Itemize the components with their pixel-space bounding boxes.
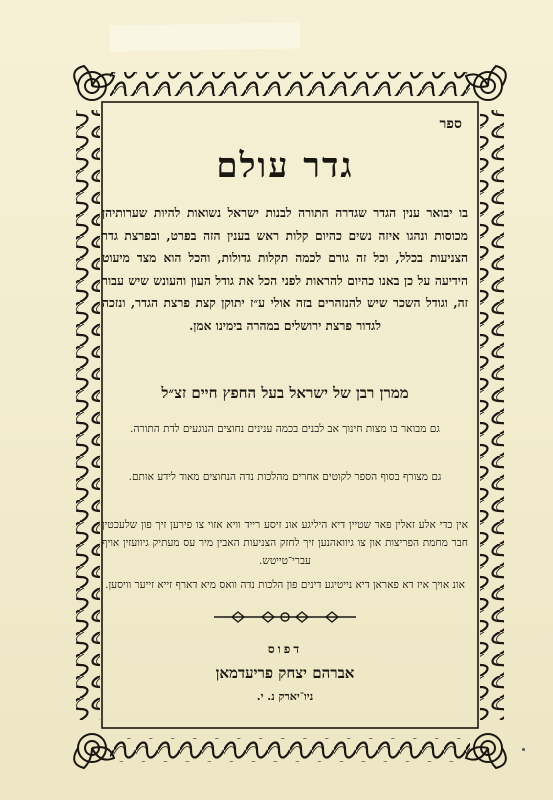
yiddish-paragraphs bbox=[102, 516, 468, 594]
publication-city: ניו־יארק נ. י. bbox=[256, 690, 314, 703]
sefer-label: ספר bbox=[439, 116, 462, 132]
speck bbox=[522, 748, 525, 751]
book-title: גדר עולם bbox=[216, 146, 354, 186]
note-appendix: גם מצורף בסוף הספר לקוטים אחרים מהלכות נדה הנחוצים מאוד לידע אותם. bbox=[128, 471, 442, 483]
yiddish-paragraph-1: אין כדי אלע זאלין פאר שטיין דיא היליגע אונ זיסע רייד וויא אזוי צו פירען זיך פון שלעכטין חבר מחמת הפריצות און צו גיוואהנען זיך לחזק הצניעות האבין מיר עס מעתיק גיוועזין אויף עברי־טייטש. bbox=[102, 519, 468, 567]
publisher-name: אברהם יצחק פריעדמאן bbox=[215, 664, 355, 682]
description-paragraph: בו יבואר ענין הגדר שגדרה התורה לבנות ישראל נשואות להיות שערותיהן מכוסות ונהגו איזה נשים כהיום קלות ראש בענין הזה בפרט, ובפרצת גדר הצניעות בכלל, וכל זה גורם לכמה תקלות גדולות, והכל הוא מצד מיעוט הידיעה על כן באנו כהיום להראות לפני הכל את גודל העון והעונש שיש עבור זה, וגודל השכר שיש להנזהרים בזה אולי ע״ז יתוקן קצת פרצת הגדר, ונזכה לגדור פרצת ירושלים במהרה בימינו אמן. bbox=[102, 206, 468, 333]
yiddish-paragraph-2: אונ אויך איז דא פאראן דיא נייטיגע דינים פון הלכות נדה וואס מיא דארף זייא זייער וויסען. bbox=[105, 579, 465, 591]
title-page-text bbox=[102, 116, 468, 706]
press-label: דפוס bbox=[267, 642, 303, 656]
note-chinuch: גם מבואר בו מצות חינוך אב לבנים בכמה ענינים נחוצים הנוגעים לדת התורה. bbox=[130, 423, 440, 435]
author-line: ממרן רבן של ישראל בעל החפץ חיים זצ״ל bbox=[161, 384, 409, 402]
paper-tear bbox=[110, 22, 300, 51]
ornament-divider-icon bbox=[212, 610, 358, 624]
